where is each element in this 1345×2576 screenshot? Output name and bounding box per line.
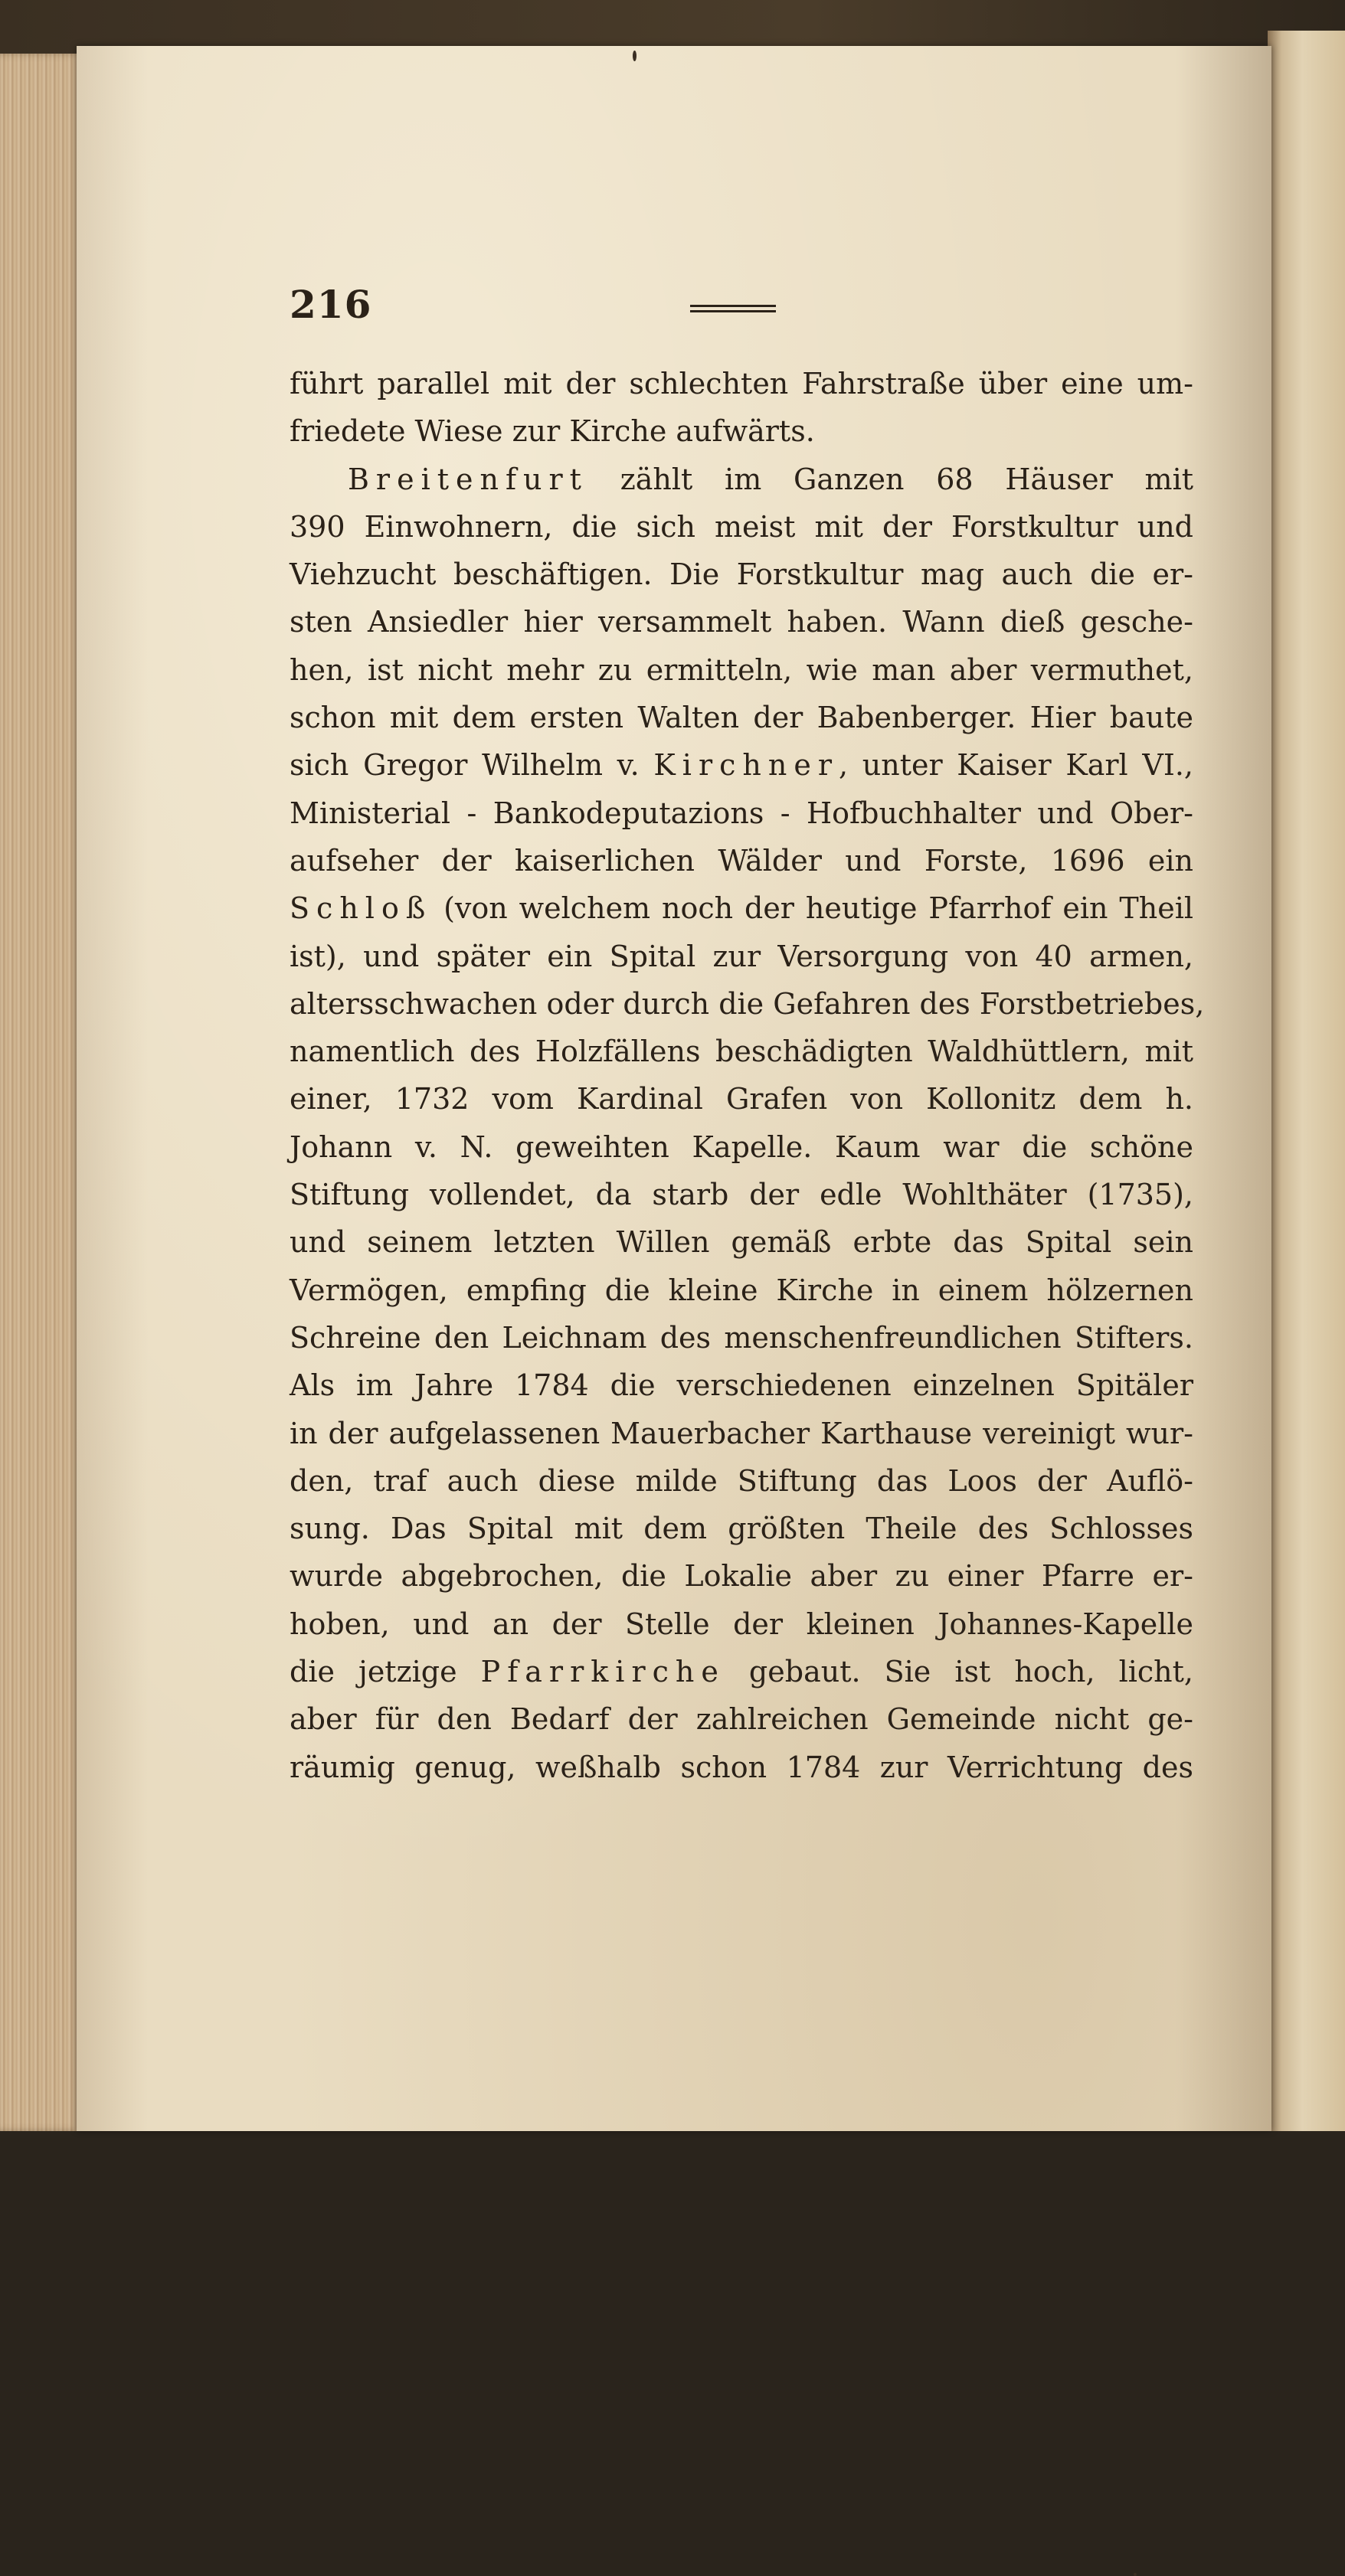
spaced-emphasis-text: Breitenfurt <box>348 462 588 496</box>
line-text: hen, ist nicht mehr zu ermitteln, wie man aber vermuthet, <box>290 652 1193 687</box>
line-text: aber für den Bedarf der zahlreichen Gemeinde nicht ge- <box>290 1702 1193 1737</box>
text-line <box>290 456 1193 503</box>
text-line <box>290 407 1193 455</box>
text-line <box>290 741 1193 789</box>
spaced-emphasis-text: Kirchner <box>653 748 839 783</box>
line-text: friedete Wiese zur Kirche aufwärts. <box>290 414 815 449</box>
text-line <box>290 1695 1193 1743</box>
text-line <box>290 551 1193 598</box>
line-text: aufseher der kaiserlichen Wälder und Forste, 1696 ein <box>290 843 1193 878</box>
text-line <box>290 1218 1193 1266</box>
text-line <box>290 1362 1193 1409</box>
text-line <box>290 980 1205 1028</box>
text-line <box>290 1457 1193 1505</box>
text-line <box>290 933 1193 980</box>
page-number: 216 <box>290 282 372 327</box>
line-text: gebaut. Sie ist hoch, licht, <box>725 1655 1194 1689</box>
text-line <box>290 694 1193 741</box>
line-text: die jetzige <box>290 1655 481 1689</box>
line-text: , unter Kaiser Karl VI., <box>839 748 1193 783</box>
line-text: sung. Das Spital mit dem größten Theile des Schlosses <box>290 1512 1193 1546</box>
line-text: Ministerial - Bankodeputazions - Hofbuchhalter und Ober- <box>290 796 1193 830</box>
line-text: Als im Jahre 1784 die verschiedenen einzelnen Spitäler <box>290 1368 1193 1403</box>
spaced-emphasis-text: Pfarrkirche <box>480 1655 725 1689</box>
text-line <box>290 1171 1193 1218</box>
line-text: Viehzucht beschäftigen. Die Forstkultur mag auch die er- <box>290 557 1193 592</box>
text-line <box>290 1028 1193 1075</box>
header-rule <box>690 305 776 317</box>
text-line <box>290 1552 1193 1600</box>
line-text: führt parallel mit der schlechten Fahrstraße über eine um- <box>290 367 1193 400</box>
line-text: Johann v. N. geweihten Kapelle. Kaum war die schöne <box>290 1129 1193 1164</box>
text-line <box>290 1744 1193 1791</box>
line-text: sten Ansiedler hier versammelt haben. Wann dieß gesche- <box>290 605 1193 639</box>
spaced-emphasis-text: Schloß <box>290 891 433 926</box>
text-line <box>290 598 1193 646</box>
line-text: 390 Einwohnern, die sich meist mit der Forstkultur und <box>290 509 1193 544</box>
line-text: und seinem letzten Willen gemäß erbte das Spital sein <box>290 1225 1193 1260</box>
line-text: hoben, und an der Stelle der kleinen Johannes-Kapelle <box>290 1607 1193 1641</box>
text-line <box>290 1123 1193 1171</box>
text-line <box>290 360 1193 407</box>
text-line <box>290 503 1193 551</box>
line-text: Stiftung vollendet, da starb der edle Wohlthäter (1735), <box>290 1178 1193 1212</box>
line-text: schon mit dem ersten Walten der Babenberger. Hier baute <box>290 701 1193 735</box>
line-text: ist), und später ein Spital zur Versorgung von 40 armen, <box>290 939 1193 973</box>
ink-speck <box>1134 2573 1137 2576</box>
line-text: Schreine den Leichnam des menschenfreundlichen Stifters. <box>290 1320 1193 1355</box>
line-text: räumig genug, weßhalb schon 1784 zur Verrichtung des <box>290 1750 1193 1784</box>
text-line <box>290 1648 1193 1695</box>
text-line <box>290 1314 1193 1362</box>
text-line <box>290 837 1193 884</box>
line-text: sich Gregor Wilhelm v. <box>290 748 654 783</box>
line-text: einer, 1732 vom Kardinal Grafen von Kollonitz dem h. <box>290 1082 1193 1116</box>
text-line <box>290 1267 1193 1314</box>
line-text: (von welchem noch der heutige Pfarrhof ein Theil <box>432 891 1193 926</box>
line-text: Vermögen, empfing die kleine Kirche in einem hölzernen <box>290 1273 1193 1307</box>
ink-speck <box>633 51 637 61</box>
text-line <box>290 789 1193 837</box>
page-header <box>290 282 1193 335</box>
line-text: den, traf auch diese milde Stiftung das Loos der Auflö- <box>290 1463 1193 1498</box>
body-text <box>290 360 1205 1791</box>
text-line <box>290 1505 1193 1552</box>
line-text: in der aufgelassenen Mauerbacher Karthause vereinigt wur- <box>290 1416 1193 1450</box>
line-text: altersschwachen oder durch die Gefahren des Forstbetriebes, <box>290 986 1205 1021</box>
line-text: wurde abgebrochen, die Lokalie aber zu einer Pfarre er- <box>290 1559 1193 1594</box>
line-text: zählt im Ganzen 68 Häuser mit <box>587 462 1193 496</box>
text-line <box>290 1075 1193 1123</box>
text-line <box>290 646 1193 694</box>
adjacent-page-edge <box>1268 31 1345 2131</box>
page-edge-stack <box>0 54 83 2131</box>
text-line <box>290 1410 1193 1457</box>
text-line <box>290 884 1193 932</box>
text-line <box>290 1600 1193 1648</box>
line-text: namentlich des Holzfällens beschädigten Waldhüttlern, mit <box>290 1035 1193 1069</box>
